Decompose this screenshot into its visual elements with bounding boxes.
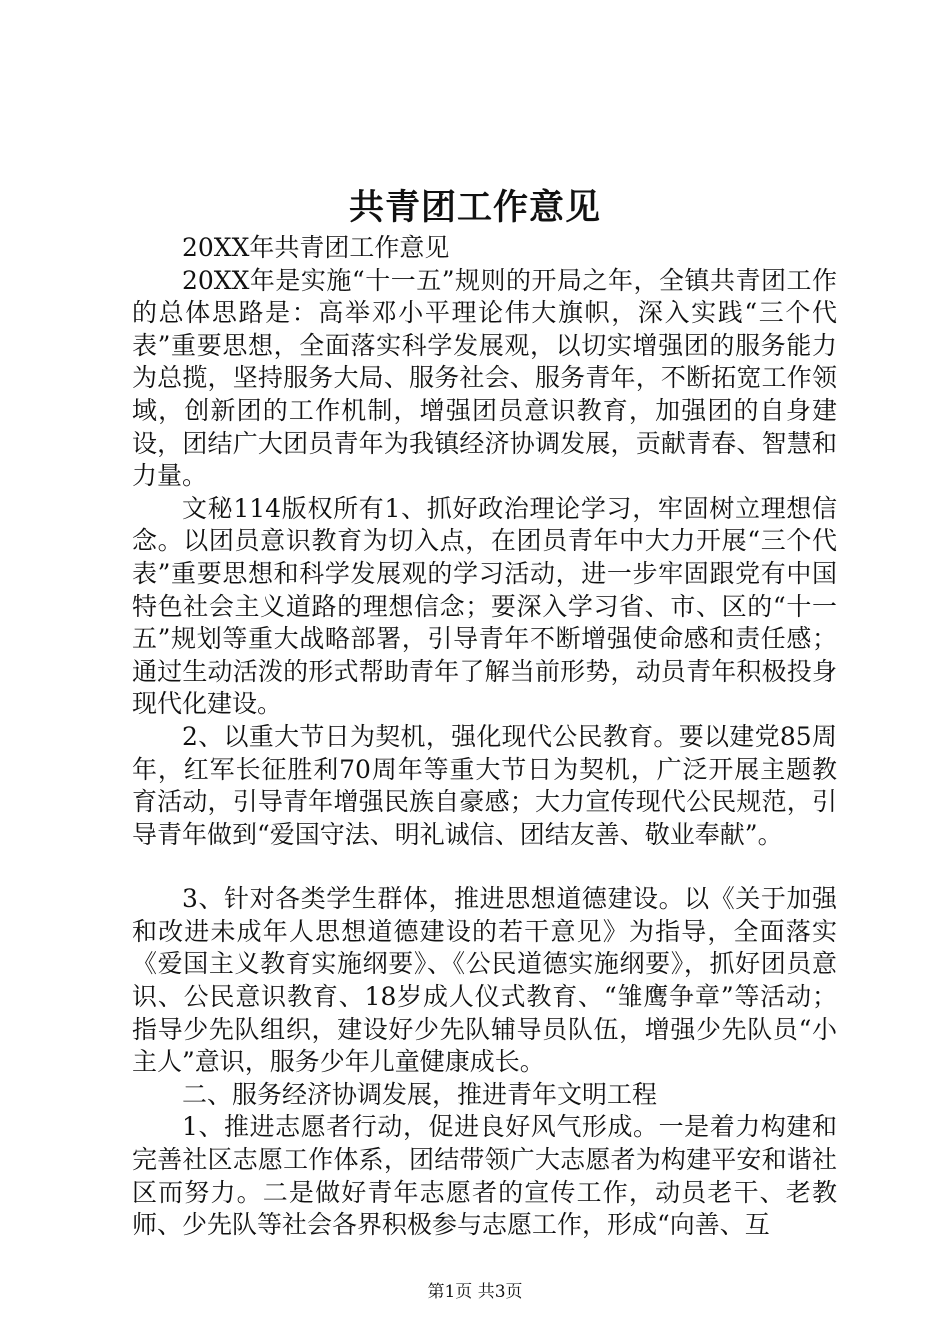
page-number-footer: 第1页 共3页 xyxy=(427,1282,523,1302)
paragraph-section-2-item-1: 1、推进志愿者行动，促进良好风气形成。一是着力构建和完善社区志愿工作体系，团结带领广大志愿者为构建平安和谐社区而努力。二是做好青年志愿者的宣传工作，动员老干、老教师、少先队等社会各界积极参与志愿工作，形成“向善、互 xyxy=(132,1112,837,1240)
section-heading-2: 二、服务经济协调发展，推进青年文明工程 xyxy=(182,1079,658,1109)
paragraph-overview: 20XX年是实施“十一五”规则的开局之年，全镇共青团工作的总体思路是：高举邓小平理论伟大旗帜，深入实践“三个代表”重要思想，全面落实科学发展观，以切实增强团的服务能力为总揽，坚持服务大局、服务社会、服务青年，不断拓宽工作领域，创新团的工作机制，增强团员意识教育，加强团的自身建设，团结广大团员青年为我镇经济协调发展，贡献青春、智慧和力量。 xyxy=(132,265,837,491)
document-body xyxy=(132,232,837,1242)
paragraph-item-2: 2、以重大节日为契机，强化现代公民教育。要以建党85周年，红军长征胜利70周年等重大节日为契机，广泛开展主题教育活动，引导青年增强民族自豪感；大力宣传现代公民规范，引导青年做到“爱国守法、明礼诚信、团结友善、敬业奉献”。 xyxy=(132,721,837,849)
paragraph-heading-line: 20XX年共青团工作意见 xyxy=(182,233,450,262)
paragraph-item-1: 文秘114版权所有1、抓好政治理论学习，牢固树立理想信念。以团员意识教育为切入点，在团员青年中大力开展“三个代表”重要思想和科学发展观的学习活动，进一步牢固跟党有中国特色社会主义道路的理想信念；要深入学习省、市、区的“十一五”规划等重大战略部署，引导青年不断增强使命感和责任感；通过生动活泼的形式帮助青年了解当前形势，动员青年积极投身现代化建设。 xyxy=(132,493,837,719)
document-title: 共青团工作意见 xyxy=(348,187,601,228)
paragraph-item-3: 3、针对各类学生群体，推进思想道德建设。以《关于加强和改进未成年人思想道德建设的若干意见》为指导，全面落实《爱国主义教育实施纲要》、《公民道德实施纲要》，抓好团员意识、公民意识教育、18岁成人仪式教育、“雏鹰争章”等活动；指导少先队组织，建设好少先队辅导员队伍，增强少先队员“小主人”意识，服务少年儿童健康成长。 xyxy=(132,884,837,1077)
